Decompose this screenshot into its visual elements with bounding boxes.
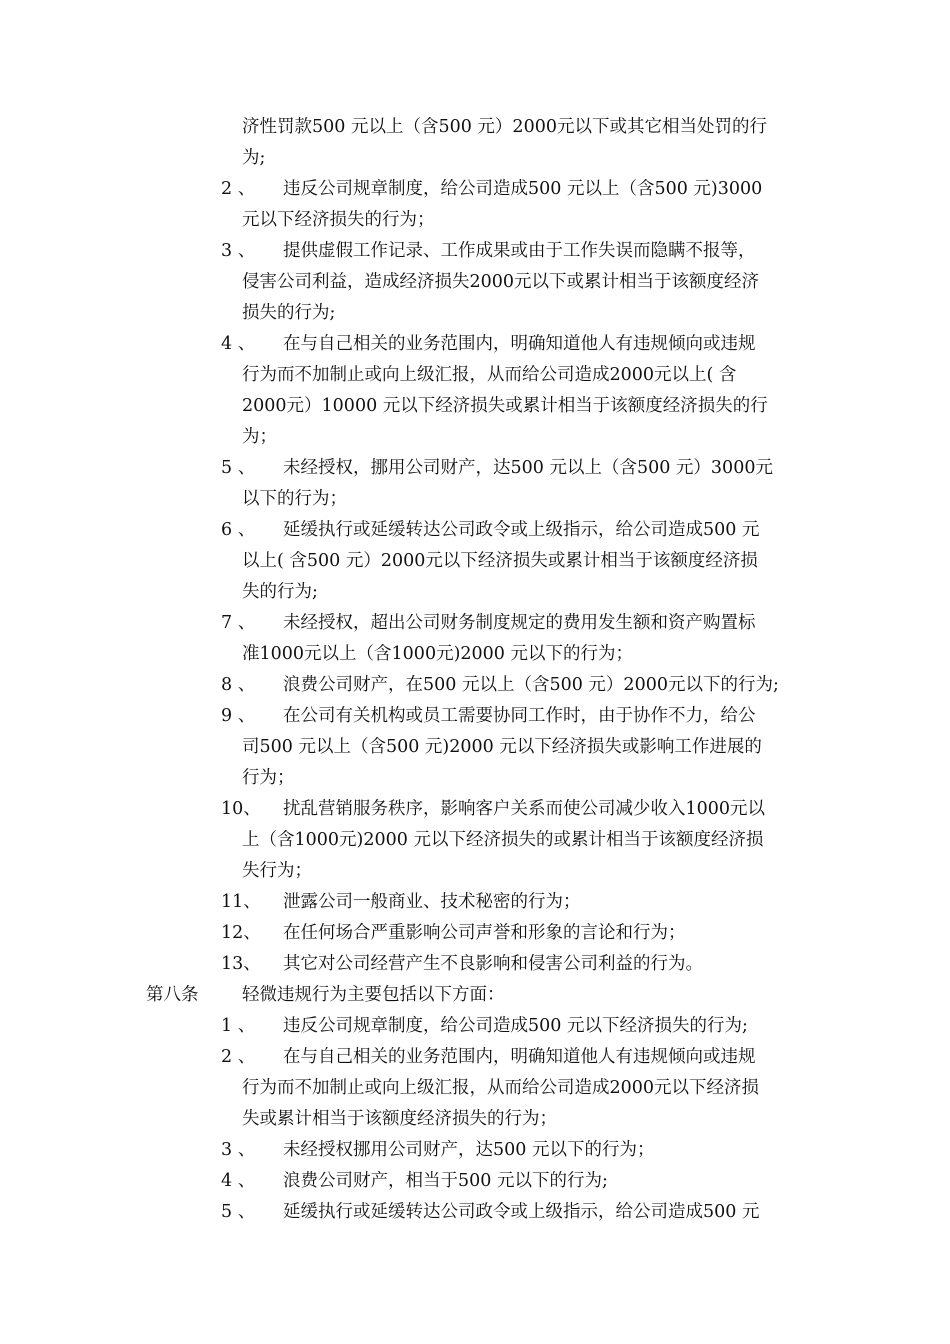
list-item-number: 11、: [221, 892, 261, 912]
list-item-continuation: 行为而不加制止或向上级汇报，从而给公司造成2000元以下经济损: [242, 1078, 760, 1098]
list-item-text: 未经授权挪用公司财产，达500 元以下的行为；: [283, 1140, 655, 1160]
document-line: [0, 825, 950, 856]
list-item-text: 违反公司规章制度，给公司造成500 元以上（含500 元)3000: [283, 179, 763, 199]
list-item-number: 3 、: [221, 241, 256, 261]
list-item-number: 8 、: [221, 675, 256, 695]
document-line: [0, 298, 950, 329]
list-item-number: 12、: [221, 923, 261, 943]
list-item-text: 在任何场合严重影响公司声誉和形象的言论和行为；: [283, 923, 686, 943]
document-line: [0, 422, 950, 453]
list-item-continuation: 以上( 含500 元）2000元以下经济损失或累计相当于该额度经济损: [242, 551, 758, 571]
list-item-text: 在公司有关机构或员工需要协同工作时，由于协作不力，给公: [283, 706, 756, 726]
document-line: [0, 949, 950, 980]
list-item-continuation: 准1000元以上（含1000元)2000 元以下的行为；: [242, 644, 633, 664]
document-line: [0, 1042, 950, 1073]
document-line: [0, 1104, 950, 1135]
document-line: [0, 577, 950, 608]
document-line: [0, 112, 950, 143]
list-item-text: 延缓执行或延缓转达公司政令或上级指示，给公司造成500 元: [283, 1202, 760, 1222]
list-item-text: 泄露公司一般商业、技术秘密的行为；: [283, 892, 581, 912]
article-heading: [0, 980, 950, 1011]
list-item-continuation: 以下的行为；: [242, 489, 347, 509]
list-item-text: 浪费公司财产，相当于500 元以下的行为;: [283, 1171, 608, 1191]
document-line: [0, 639, 950, 670]
list-item-text: 其它对公司经营产生不良影响和侵害公司利益的行为。: [283, 954, 703, 974]
list-item-number: 5 、: [221, 1202, 256, 1222]
document-line: [0, 701, 950, 732]
document-line: [0, 515, 950, 546]
document-line: [0, 360, 950, 391]
list-item-continuation: 行为而不加制止或向上级汇报，从而给公司造成2000元以上( 含: [242, 365, 737, 385]
list-item-text: 未经授权，超出公司财务制度规定的费用发生额和资产购置标: [283, 613, 756, 633]
list-item-text: 延缓执行或延缓转达公司政令或上级指示，给公司造成500 元: [283, 520, 760, 540]
article-intro: 轻微违规行为主要包括以下方面：: [242, 985, 505, 1005]
list-item-continuation: 失的行为;: [242, 582, 318, 602]
list-item-text: 违反公司规章制度，给公司造成500 元以下经济损失的行为;: [283, 1016, 748, 1036]
list-item-number: 2 、: [221, 1047, 256, 1067]
list-item-number: 6 、: [221, 520, 256, 540]
document-line: [0, 794, 950, 825]
list-item-text: 扰乱营销服务秩序，影响客户关系而使公司减少收入1000元以: [283, 799, 766, 819]
list-item-number: 9 、: [221, 706, 256, 726]
document-line: [0, 267, 950, 298]
list-item-text: 提供虚假工作记录、工作成果或由于工作失误而隐瞒不报等，: [283, 241, 756, 261]
list-item-continuation: 侵害公司利益，造成经济损失2000元以下或累计相当于该额度经济: [242, 272, 760, 292]
list-item-number: 7 、: [221, 613, 256, 633]
list-item-continuation: 损失的行为;: [242, 303, 336, 323]
list-item-text: 未经授权，挪用公司财产，达500 元以上（含500 元）3000元: [283, 458, 773, 478]
document-body: [0, 112, 950, 1228]
article-label: 第八条: [146, 985, 199, 1005]
document-line: [0, 329, 950, 360]
list-item-continuation: 为；: [242, 427, 277, 447]
list-item-number: 5 、: [221, 458, 256, 478]
list-item-continuation: 失或累计相当于该额度经济损失的行为；: [242, 1109, 557, 1129]
document-line: [0, 1011, 950, 1042]
document-line: [0, 546, 950, 577]
document-line: [0, 856, 950, 887]
document-line: [0, 1135, 950, 1166]
list-item-text: 在与自己相关的业务范围内，明确知道他人有违规倾向或违规: [283, 1047, 756, 1067]
document-line: [0, 1166, 950, 1197]
document-line: [0, 1073, 950, 1104]
list-item-number: 3 、: [221, 1140, 256, 1160]
document-line: [0, 608, 950, 639]
list-item-continuation: 济性罚款500 元以上（含500 元）2000元以下或其它相当处罚的行: [242, 117, 767, 137]
document-line: [0, 484, 950, 515]
document-line: [0, 670, 950, 701]
list-item-number: 4 、: [221, 1171, 256, 1191]
list-item-continuation: 失行为；: [242, 861, 312, 881]
list-item-continuation: 司500 元以上（含500 元)2000 元以下经济损失或影响工作进展的: [242, 737, 762, 757]
list-item-number: 4 、: [221, 334, 256, 354]
document-line: [0, 732, 950, 763]
list-item-text: 浪费公司财产，在500 元以上（含500 元）2000元以下的行为;: [283, 675, 779, 695]
list-item-number: 1 、: [221, 1016, 256, 1036]
list-item-text: 在与自己相关的业务范围内，明确知道他人有违规倾向或违规: [283, 334, 756, 354]
list-item-continuation: 元以下经济损失的行为；: [242, 210, 435, 230]
list-item-continuation: 上（含1000元)2000 元以下经济损失的或累计相当于该额度经济损: [242, 830, 764, 850]
document-line: [0, 236, 950, 267]
document-line: [0, 887, 950, 918]
document-line: [0, 143, 950, 174]
list-item-continuation: 2000元）10000 元以下经济损失或累计相当于该额度经济损失的行: [242, 396, 768, 416]
list-item-number: 10、: [221, 799, 261, 819]
list-item-continuation: 为;: [242, 148, 266, 168]
list-item-number: 13、: [221, 954, 261, 974]
list-item-number: 2 、: [221, 179, 256, 199]
document-line: [0, 391, 950, 422]
document-line: [0, 763, 950, 794]
document-line: [0, 174, 950, 205]
document-line: [0, 453, 950, 484]
document-line: [0, 918, 950, 949]
document-line: [0, 205, 950, 236]
document-line: [0, 1197, 950, 1228]
list-item-continuation: 行为；: [242, 768, 295, 788]
